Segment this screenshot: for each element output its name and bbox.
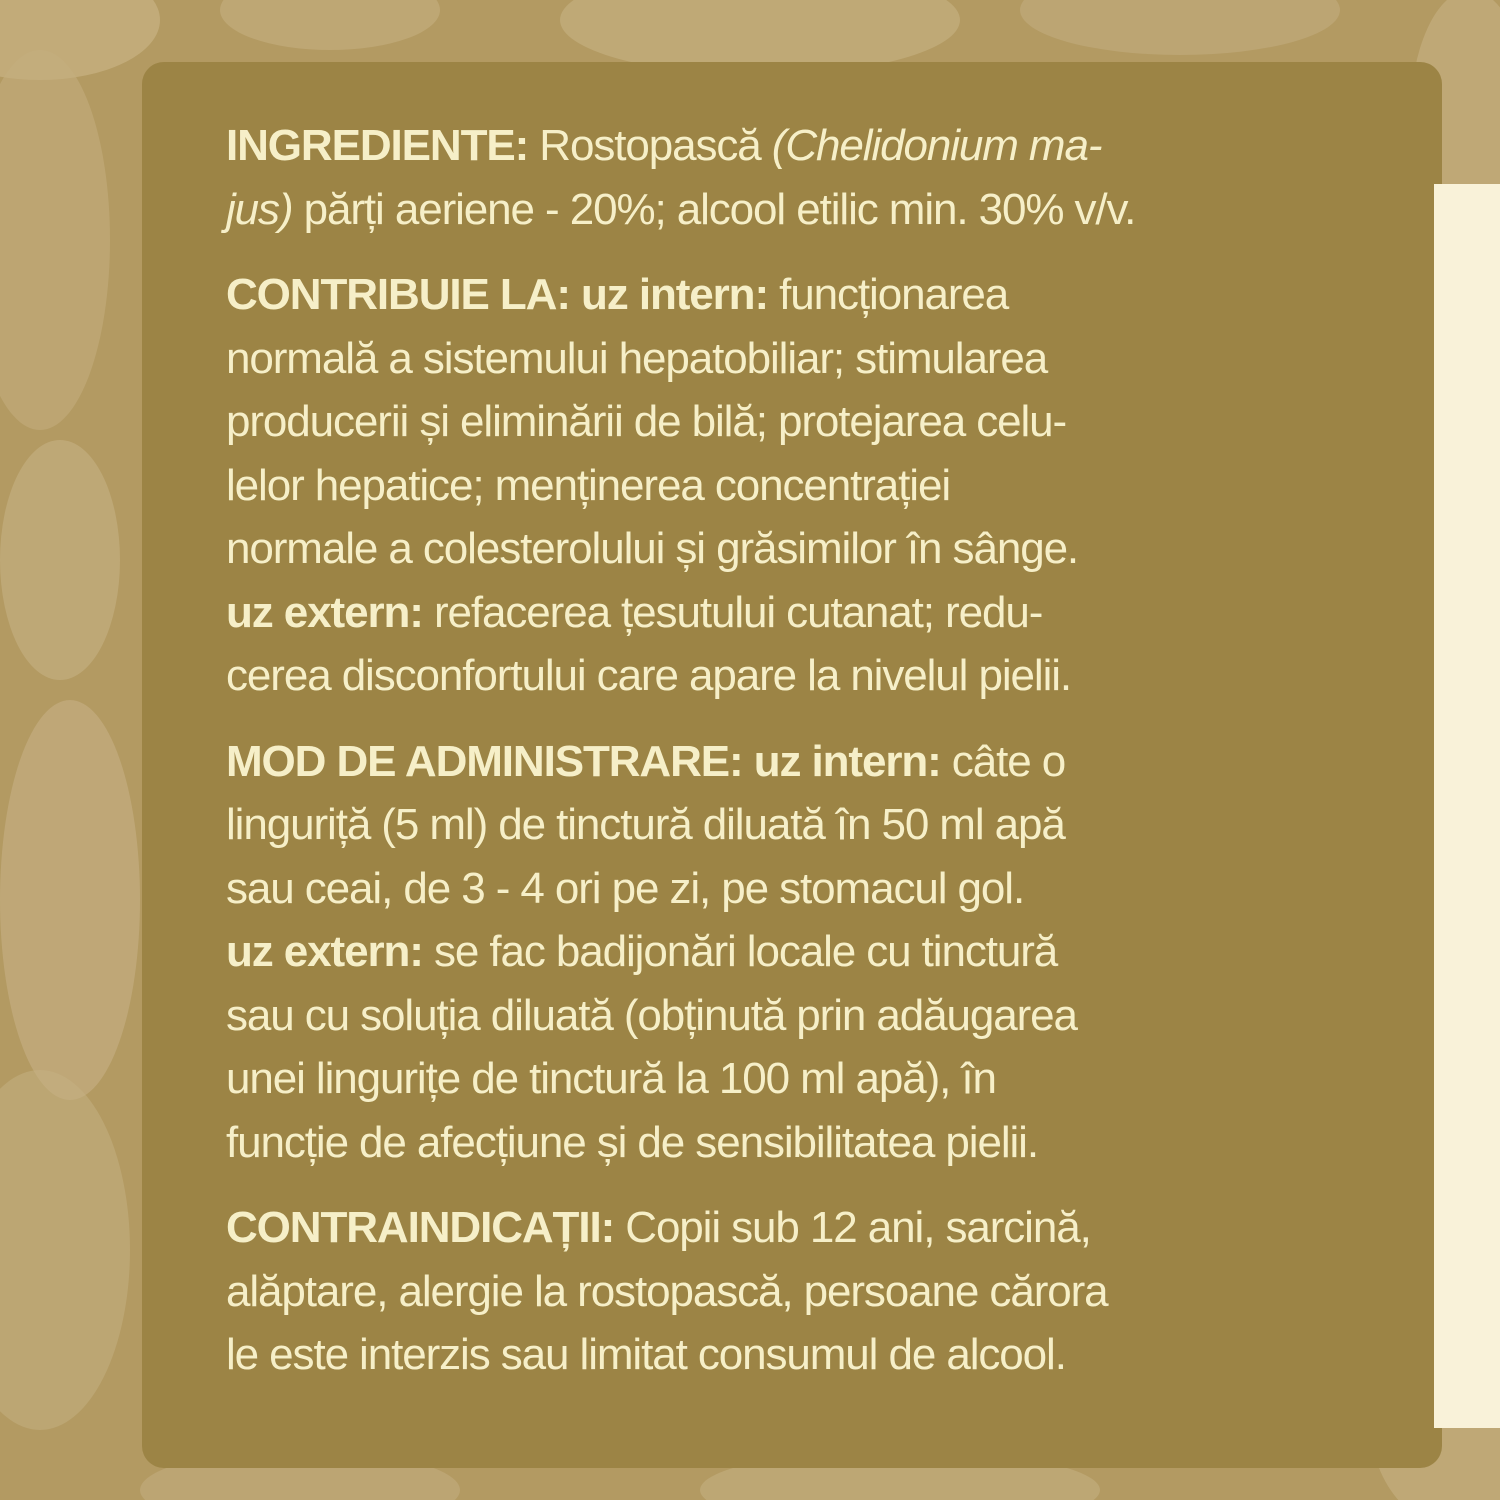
contraindications-line-1 — [226, 1196, 1266, 1260]
administration-external-label: uz extern: — [226, 927, 423, 976]
benefits-line-2: normală a sistemului hepatobiliar; stimularea — [226, 333, 1048, 383]
administration-external-text: se fac badijonări locale cu tinctură — [422, 927, 1058, 976]
contraindications-heading: CONTRAINDICAȚII: — [226, 1203, 615, 1252]
ingredients-heading: INGREDIENTE: — [226, 121, 529, 170]
administration-line-7: funcție de afecțiune și de sensibilitatea pielii. — [226, 1117, 1038, 1167]
contraindications-line-3: le este interzis sau limitat consumul de alcool. — [226, 1330, 1066, 1379]
benefits-external-label: uz extern: — [226, 587, 423, 637]
cream-side-strip — [1434, 184, 1500, 1428]
ingredients-latin-name-cont: jus) — [226, 184, 293, 234]
administration-line-3: sau ceai, de 3 - 4 ori pe zi, pe stomacul gol. — [226, 863, 1025, 913]
benefits-line-3: producerii și eliminării de bilă; protejarea celu- — [226, 397, 1067, 446]
benefits-external-text: refacerea țesutului cutanat; redu- — [422, 587, 1043, 637]
ingredients-section — [226, 114, 1266, 241]
administration-text: câte o — [940, 736, 1066, 786]
ingredients-composition: părți aeriene - 20%; alcool etilic min. 30% v/v. — [292, 184, 1136, 234]
benefits-text: funcționarea — [768, 270, 1009, 319]
benefits-heading: CONTRIBUIE LA: — [226, 270, 570, 319]
administration-line-4 — [226, 920, 1266, 984]
administration-section — [226, 730, 1266, 1175]
administration-line-1 — [226, 730, 1266, 794]
benefits-line-1 — [226, 263, 1266, 327]
benefits-line-4: lelor hepatice; menținerea concentrației — [226, 460, 951, 510]
administration-internal-label: uz intern: — [742, 736, 941, 786]
benefits-line-6 — [226, 581, 1266, 645]
benefits-section — [226, 263, 1266, 708]
benefits-line-5: normale a colesterolului și grăsimilor în sânge. — [226, 524, 1079, 573]
ingredients-text: Rostopască — [528, 121, 772, 170]
benefits-internal-label: uz intern: — [569, 270, 769, 319]
ingredients-latin-name: (Chelidonium ma- — [771, 121, 1102, 170]
ingredients-line-2 — [226, 178, 1266, 242]
administration-line-2: linguriță (5 ml) de tinctură diluată în 50 ml apă — [226, 800, 1065, 849]
administration-line-6: unei lingurițe de tinctură la 100 ml apă), în — [226, 1054, 996, 1103]
contraindications-text: Copii sub 12 ani, sarcină, — [614, 1203, 1091, 1252]
benefits-line-7: cerea disconfortului care apare la nivelul pielii. — [226, 651, 1072, 700]
contraindications-line-2: alăptare, alergie la rostopască, persoane cărora — [226, 1266, 1108, 1316]
product-label-text — [226, 114, 1266, 1409]
ingredients-line-1 — [226, 114, 1266, 178]
administration-line-5: sau cu soluția diluată (obținută prin adăugarea — [226, 990, 1077, 1040]
administration-heading: MOD DE ADMINISTRARE: — [226, 736, 743, 786]
contraindications-section — [226, 1196, 1266, 1387]
